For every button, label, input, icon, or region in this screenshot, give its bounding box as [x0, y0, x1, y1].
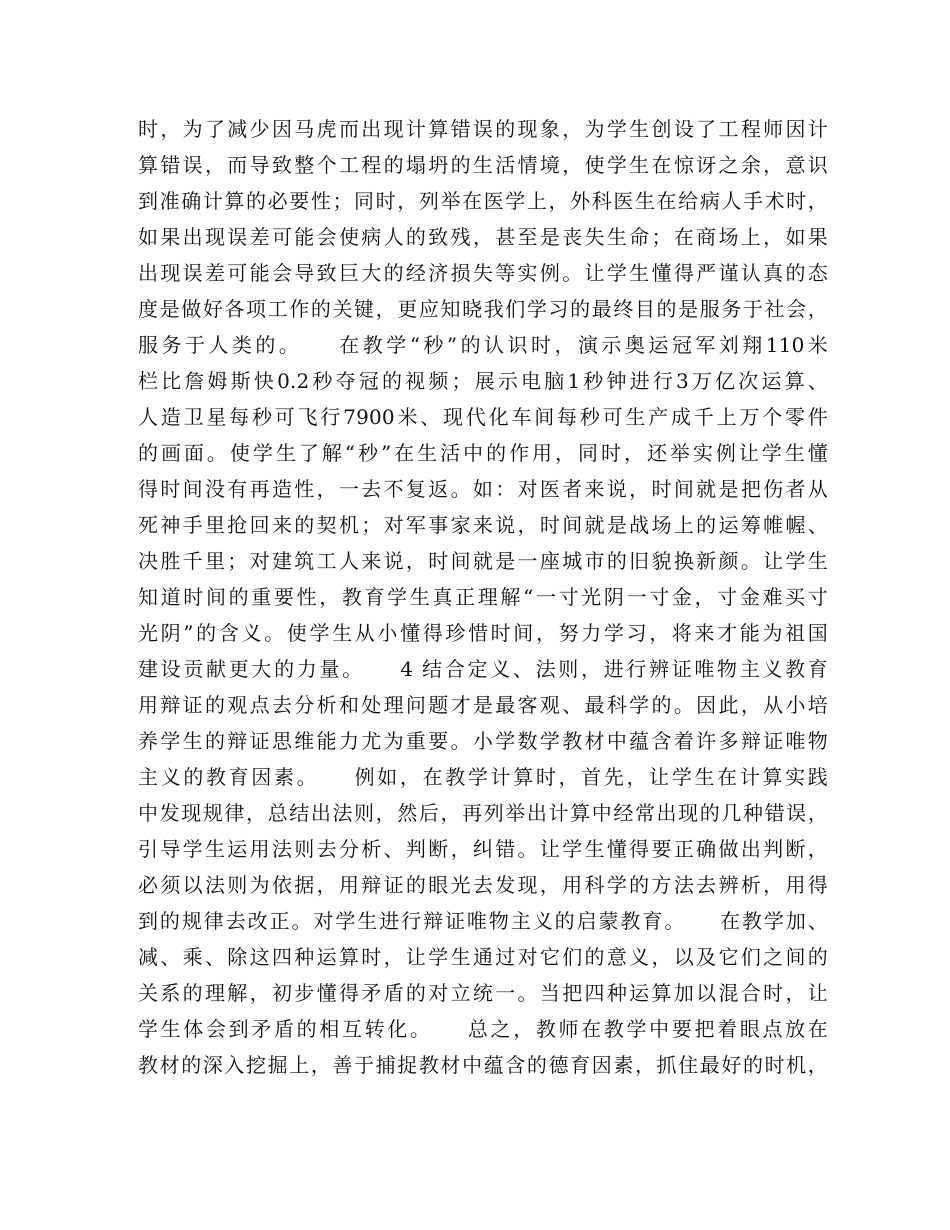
- text-line: 用辩证的观点去分析和处理问题才是最客观、最科学的。因此，从小培: [138, 693, 828, 717]
- text-line: 知道时间的重要性，教育学生真正理解“一寸光阴一寸金，寸金难买寸: [138, 585, 828, 609]
- text-line: 决胜千里；对建筑工人来说，时间就是一座城市的旧貌换新颜。让学生: [138, 549, 828, 573]
- text-line: 算错误，而导致整个工程的塌坍的生活情境，使学生在惊讶之余，意识: [138, 153, 828, 177]
- text-line: 人造卫星每秒可飞行7900米、现代化车间每秒可生产成千上万个零件: [138, 405, 828, 429]
- text-line: 学生体会到矛盾的相互转化。 总之，教师在教学中要把着眼点放在: [138, 1017, 828, 1041]
- text-line: 的画面。使学生了解“秒”在生活中的作用，同时，还举实例让学生懂: [138, 441, 828, 465]
- text-line: 关系的理解，初步懂得矛盾的对立统一。当把四种运算加以混合时，让: [138, 981, 828, 1005]
- text-line: 到的规律去改正。对学生进行辩证唯物主义的启蒙教育。 在教学加、: [138, 909, 828, 933]
- body-text: [138, 111, 828, 1083]
- text-line: 栏比詹姆斯快0.2秒夺冠的视频；展示电脑1秒钟进行3万亿次运算、: [138, 369, 828, 393]
- text-line: 养学生的辩证思维能力尤为重要。小学数学教材中蕴含着许多辩证唯物: [138, 729, 828, 753]
- text-line: 减、乘、除这四种运算时，让学生通过对它们的意义，以及它们之间的: [138, 945, 828, 969]
- text-line: 死神手里抢回来的契机；对军事家来说，时间就是战场上的运筹帷幄、: [138, 513, 828, 537]
- text-line: 到准确计算的必要性；同时，列举在医学上，外科医生在给病人手术时，: [138, 189, 828, 213]
- text-line: 必须以法则为依据，用辩证的眼光去发现，用科学的方法去辨析，用得: [138, 873, 828, 897]
- text-line: 度是做好各项工作的关键，更应知晓我们学习的最终目的是服务于社会，: [138, 297, 828, 321]
- text-line: 中发现规律，总结出法则，然后，再列举出计算中经常出现的几种错误，: [138, 801, 828, 825]
- text-line: 时，为了减少因马虎而出现计算错误的现象，为学生创设了工程师因计: [138, 117, 828, 141]
- text-line: 教材的深入挖掘上，善于捕捉教材中蕴含的德育因素，抓住最好的时机，: [138, 1053, 828, 1077]
- text-line: 如果出现误差可能会使病人的致残，甚至是丧失生命；在商场上，如果: [138, 225, 828, 249]
- text-line: 建设贡献更大的力量。 4 结合定义、法则，进行辨证唯物主义教育: [138, 657, 828, 681]
- text-line: 出现误差可能会导致巨大的经济损失等实例。让学生懂得严谨认真的态: [138, 261, 828, 285]
- text-line: 光阴”的含义。使学生从小懂得珍惜时间，努力学习，将来才能为祖国: [138, 621, 828, 645]
- text-line: 主义的教育因素。 例如，在教学计算时，首先，让学生在计算实践: [138, 765, 828, 789]
- text-line: 得时间没有再造性，一去不复返。如：对医者来说，时间就是把伤者从: [138, 477, 828, 501]
- text-line: 服务于人类的。 在教学“秒”的认识时，演示奥运冠军刘翔110米: [138, 333, 828, 357]
- text-line: 引导学生运用法则去分析、判断，纠错。让学生懂得要正确做出判断，: [138, 837, 828, 861]
